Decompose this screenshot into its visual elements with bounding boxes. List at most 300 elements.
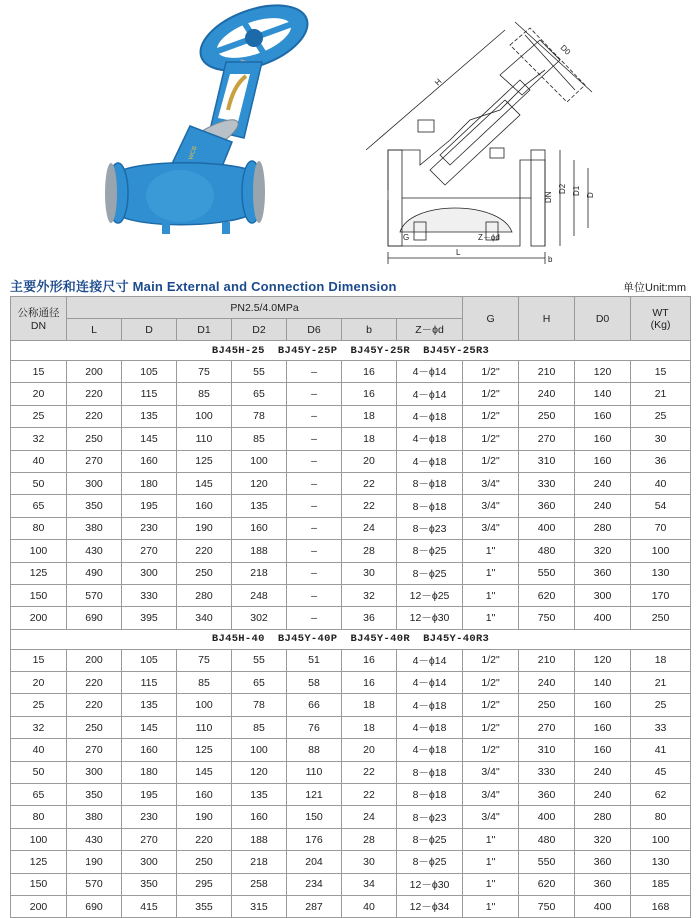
table-cell: 75 xyxy=(177,649,232,671)
dim-label-d0: D0 xyxy=(558,43,573,57)
table-cell: 360 xyxy=(519,784,575,806)
table-cell: 3/4" xyxy=(463,495,519,517)
table-cell: 4－ϕ18 xyxy=(397,716,463,738)
table-row xyxy=(11,405,691,427)
table-cell: 200 xyxy=(11,895,67,917)
table-cell: 160 xyxy=(122,450,177,472)
table-cell: 570 xyxy=(67,873,122,895)
model-section-row xyxy=(11,341,691,361)
table-cell: 115 xyxy=(122,383,177,405)
table-cell: 62 xyxy=(631,784,691,806)
table-cell: 1/2" xyxy=(463,649,519,671)
table-cell: 1/2" xyxy=(463,428,519,450)
dim-label-d: D xyxy=(586,192,595,198)
table-cell: – xyxy=(287,517,342,539)
table-cell: 12－ϕ30 xyxy=(397,873,463,895)
dim-label-g: G xyxy=(403,233,410,242)
table-row xyxy=(11,607,691,629)
table-cell: 185 xyxy=(631,873,691,895)
table-cell: 65 xyxy=(232,672,287,694)
table-cell: 195 xyxy=(122,784,177,806)
table-cell: 12－ϕ30 xyxy=(397,607,463,629)
table-cell: 145 xyxy=(177,472,232,494)
table-cell: 120 xyxy=(232,761,287,783)
table-cell: 240 xyxy=(575,472,631,494)
table-cell: 160 xyxy=(232,806,287,828)
table-cell: 78 xyxy=(232,405,287,427)
table-cell: 120 xyxy=(575,361,631,383)
table-cell: 100 xyxy=(177,694,232,716)
table-cell: 4－ϕ14 xyxy=(397,672,463,694)
table-cell: 320 xyxy=(575,828,631,850)
table-cell: 24 xyxy=(342,517,397,539)
table-cell: 12－ϕ25 xyxy=(397,584,463,606)
table-cell: – xyxy=(287,428,342,450)
table-cell: 115 xyxy=(122,672,177,694)
table-cell: 220 xyxy=(67,405,122,427)
table-cell: 210 xyxy=(519,649,575,671)
table-cell: 20 xyxy=(11,672,67,694)
table-cell: 20 xyxy=(342,739,397,761)
table-cell: 45 xyxy=(631,761,691,783)
table-cell: 750 xyxy=(519,895,575,917)
table-cell: 280 xyxy=(177,584,232,606)
table-cell: 150 xyxy=(11,584,67,606)
table-cell: 1" xyxy=(463,562,519,584)
table-cell: 30 xyxy=(342,851,397,873)
header-d: D xyxy=(122,319,177,341)
table-cell: 135 xyxy=(232,495,287,517)
table-cell: – xyxy=(287,405,342,427)
model-names: BJ45H-40 BJ45Y-40P BJ45Y-40R BJ45Y-40R3 xyxy=(11,629,691,649)
table-cell: 280 xyxy=(575,517,631,539)
table-cell: 145 xyxy=(177,761,232,783)
table-cell: 32 xyxy=(11,716,67,738)
table-cell: 70 xyxy=(631,517,691,539)
header-g: G xyxy=(463,297,519,341)
table-cell: 121 xyxy=(287,784,342,806)
table-cell: 350 xyxy=(67,495,122,517)
table-cell: 1" xyxy=(463,851,519,873)
table-cell: 250 xyxy=(631,607,691,629)
table-cell: 480 xyxy=(519,540,575,562)
table-cell: – xyxy=(287,361,342,383)
table-cell: 287 xyxy=(287,895,342,917)
table-cell: 250 xyxy=(67,716,122,738)
table-cell: 8－ϕ25 xyxy=(397,562,463,584)
table-cell: – xyxy=(287,472,342,494)
table-cell: 33 xyxy=(631,716,691,738)
table-cell: 160 xyxy=(177,784,232,806)
header-d1: D1 xyxy=(177,319,232,341)
table-cell: 360 xyxy=(519,495,575,517)
table-cell: – xyxy=(287,562,342,584)
table-cell: 85 xyxy=(177,383,232,405)
table-cell: 54 xyxy=(631,495,691,517)
table-cell: 4－ϕ18 xyxy=(397,428,463,450)
table-cell: 270 xyxy=(519,428,575,450)
table-cell: 160 xyxy=(575,405,631,427)
table-cell: 100 xyxy=(11,540,67,562)
table-cell: 190 xyxy=(67,851,122,873)
table-cell: 78 xyxy=(232,694,287,716)
table-cell: 8－ϕ18 xyxy=(397,761,463,783)
header-d0: D0 xyxy=(575,297,631,341)
table-cell: 36 xyxy=(631,450,691,472)
table-cell: 415 xyxy=(122,895,177,917)
table-cell: 3/4" xyxy=(463,761,519,783)
header-h: H xyxy=(519,297,575,341)
table-cell: 21 xyxy=(631,383,691,405)
table-cell: 8－ϕ18 xyxy=(397,472,463,494)
table-cell: 1" xyxy=(463,828,519,850)
table-cell: 34 xyxy=(342,873,397,895)
dimension-table xyxy=(10,296,691,918)
table-cell: 88 xyxy=(287,739,342,761)
table-cell: – xyxy=(287,584,342,606)
table-cell: 110 xyxy=(177,428,232,450)
table-row xyxy=(11,851,691,873)
table-cell: 100 xyxy=(11,828,67,850)
table-cell: 180 xyxy=(122,761,177,783)
table-cell: 270 xyxy=(122,828,177,850)
table-cell: 120 xyxy=(575,649,631,671)
header-dn: 公称通径 DN xyxy=(11,297,67,341)
table-cell: 160 xyxy=(232,517,287,539)
table-cell: 8－ϕ25 xyxy=(397,540,463,562)
table-cell: – xyxy=(287,607,342,629)
table-cell: 170 xyxy=(631,584,691,606)
table-cell: 300 xyxy=(67,472,122,494)
table-cell: 270 xyxy=(67,739,122,761)
table-cell: – xyxy=(287,495,342,517)
table-cell: 280 xyxy=(575,806,631,828)
table-cell: 230 xyxy=(122,806,177,828)
table-cell: 315 xyxy=(232,895,287,917)
table-cell: 16 xyxy=(342,361,397,383)
table-cell: 400 xyxy=(575,607,631,629)
table-cell: 8－ϕ23 xyxy=(397,517,463,539)
table-cell: 32 xyxy=(11,428,67,450)
table-cell: 50 xyxy=(11,761,67,783)
table-cell: 150 xyxy=(287,806,342,828)
valve-photo xyxy=(105,0,316,234)
table-cell: – xyxy=(287,383,342,405)
table-row xyxy=(11,672,691,694)
table-cell: 8－ϕ25 xyxy=(397,828,463,850)
table-cell: 690 xyxy=(67,895,122,917)
table-cell: 55 xyxy=(232,361,287,383)
table-cell: 125 xyxy=(11,851,67,873)
table-cell: 65 xyxy=(232,383,287,405)
table-cell: 1/2" xyxy=(463,739,519,761)
table-cell: 51 xyxy=(287,649,342,671)
table-cell: 340 xyxy=(177,607,232,629)
table-cell: 18 xyxy=(342,428,397,450)
header-pressure-group: PN2.5/4.0MPa xyxy=(67,297,463,319)
table-cell: 8－ϕ23 xyxy=(397,806,463,828)
table-cell: 16 xyxy=(342,383,397,405)
table-cell: 3/4" xyxy=(463,517,519,539)
table-cell: 302 xyxy=(232,607,287,629)
table-cell: 125 xyxy=(177,739,232,761)
model-section-row xyxy=(11,629,691,649)
table-cell: 55 xyxy=(232,649,287,671)
table-cell: 76 xyxy=(287,716,342,738)
table-cell: 36 xyxy=(342,607,397,629)
table-cell: 550 xyxy=(519,562,575,584)
table-cell: 330 xyxy=(122,584,177,606)
table-cell: – xyxy=(287,450,342,472)
table-cell: 200 xyxy=(11,607,67,629)
table-cell: 300 xyxy=(575,584,631,606)
table-cell: 300 xyxy=(122,851,177,873)
table-cell: 3/4" xyxy=(463,806,519,828)
table-cell: 620 xyxy=(519,584,575,606)
table-cell: 25 xyxy=(631,694,691,716)
table-cell: 15 xyxy=(11,361,67,383)
dim-label-l: L xyxy=(456,248,461,257)
table-cell: 360 xyxy=(575,851,631,873)
table-cell: 620 xyxy=(519,873,575,895)
table-row xyxy=(11,806,691,828)
table-cell: 320 xyxy=(575,540,631,562)
table-body xyxy=(11,341,691,918)
table-cell: 258 xyxy=(232,873,287,895)
table-cell: 145 xyxy=(122,716,177,738)
table-cell: 100 xyxy=(631,828,691,850)
table-cell: 32 xyxy=(342,584,397,606)
table-cell: 240 xyxy=(575,495,631,517)
dim-label-zd: Z－ϕd xyxy=(478,233,500,242)
dim-label-h: H xyxy=(433,76,444,88)
table-cell: 135 xyxy=(122,405,177,427)
table-cell: 150 xyxy=(11,873,67,895)
table-cell: 1" xyxy=(463,873,519,895)
table-row xyxy=(11,361,691,383)
table-cell: 160 xyxy=(575,694,631,716)
table-cell: 300 xyxy=(122,562,177,584)
table-cell: 40 xyxy=(342,895,397,917)
table-cell: 15 xyxy=(11,649,67,671)
table-cell: 4－ϕ14 xyxy=(397,383,463,405)
dim-label-d1: D1 xyxy=(572,185,581,196)
table-cell: 80 xyxy=(11,806,67,828)
table-row xyxy=(11,584,691,606)
table-cell: 295 xyxy=(177,873,232,895)
table-row xyxy=(11,383,691,405)
technical-drawing xyxy=(366,22,592,264)
table-cell: 430 xyxy=(67,540,122,562)
table-cell: 130 xyxy=(631,562,691,584)
table-cell: 160 xyxy=(122,739,177,761)
title-bar xyxy=(10,274,690,296)
table-cell: 218 xyxy=(232,851,287,873)
table-cell: 4－ϕ18 xyxy=(397,450,463,472)
table-cell: 490 xyxy=(67,562,122,584)
table-row xyxy=(11,472,691,494)
table-cell: 240 xyxy=(575,784,631,806)
table-cell: 75 xyxy=(177,361,232,383)
table-cell: 22 xyxy=(342,495,397,517)
table-cell: 250 xyxy=(177,562,232,584)
table-cell: 25 xyxy=(631,405,691,427)
table-cell: 18 xyxy=(342,405,397,427)
table-cell: 18 xyxy=(342,694,397,716)
table-cell: 400 xyxy=(575,895,631,917)
table-cell: 270 xyxy=(67,450,122,472)
table-cell: 250 xyxy=(177,851,232,873)
table-cell: 380 xyxy=(67,806,122,828)
table-cell: 310 xyxy=(519,739,575,761)
header-d6: D6 xyxy=(287,319,342,341)
table-cell: 330 xyxy=(519,472,575,494)
table-cell: 195 xyxy=(122,495,177,517)
table-cell: 50 xyxy=(11,472,67,494)
table-cell: 20 xyxy=(11,383,67,405)
table-cell: 135 xyxy=(232,784,287,806)
table-cell: 160 xyxy=(575,739,631,761)
table-cell: 85 xyxy=(232,428,287,450)
table-row xyxy=(11,761,691,783)
table-cell: 330 xyxy=(519,761,575,783)
table-cell: 1/2" xyxy=(463,405,519,427)
table-cell: 218 xyxy=(232,562,287,584)
table-cell: 16 xyxy=(342,672,397,694)
table-cell: 300 xyxy=(67,761,122,783)
table-cell: 100 xyxy=(232,450,287,472)
table-cell: 21 xyxy=(631,672,691,694)
table-cell: 65 xyxy=(11,495,67,517)
table-cell: 180 xyxy=(122,472,177,494)
table-row xyxy=(11,495,691,517)
table-cell: 8－ϕ18 xyxy=(397,495,463,517)
model-names: BJ45H-25 BJ45Y-25P BJ45Y-25R BJ45Y-25R3 xyxy=(11,341,691,361)
table-cell: 250 xyxy=(519,405,575,427)
table-cell: 4－ϕ18 xyxy=(397,405,463,427)
dim-label-b: b xyxy=(548,255,553,264)
table-cell: 25 xyxy=(11,405,67,427)
table-cell: 40 xyxy=(11,739,67,761)
table-cell: 125 xyxy=(11,562,67,584)
table-cell: 1/2" xyxy=(463,694,519,716)
table-cell: 430 xyxy=(67,828,122,850)
table-cell: 240 xyxy=(519,383,575,405)
table-cell: 140 xyxy=(575,383,631,405)
table-cell: 130 xyxy=(631,851,691,873)
table-row xyxy=(11,828,691,850)
table-cell: 85 xyxy=(232,716,287,738)
table-row xyxy=(11,716,691,738)
table-row xyxy=(11,784,691,806)
figures-area xyxy=(0,0,700,268)
table-cell: 80 xyxy=(11,517,67,539)
table-cell: 570 xyxy=(67,584,122,606)
table-cell: 380 xyxy=(67,517,122,539)
table-cell: 230 xyxy=(122,517,177,539)
table-cell: 1" xyxy=(463,584,519,606)
table-cell: 8－ϕ18 xyxy=(397,784,463,806)
table-cell: 100 xyxy=(631,540,691,562)
table-cell: 105 xyxy=(122,649,177,671)
table-cell: 120 xyxy=(232,472,287,494)
table-cell: 100 xyxy=(177,405,232,427)
table-cell: 234 xyxy=(287,873,342,895)
table-cell: 200 xyxy=(67,361,122,383)
table-row xyxy=(11,649,691,671)
table-cell: 355 xyxy=(177,895,232,917)
table-cell: 190 xyxy=(177,806,232,828)
table-cell: 350 xyxy=(122,873,177,895)
table-cell: 4－ϕ14 xyxy=(397,649,463,671)
header-z-phi-d: Z－ϕd xyxy=(397,319,463,341)
table-row xyxy=(11,450,691,472)
table-cell: 160 xyxy=(575,428,631,450)
table-cell: 250 xyxy=(67,428,122,450)
table-cell: 25 xyxy=(11,694,67,716)
table-cell: 210 xyxy=(519,361,575,383)
table-cell: 188 xyxy=(232,828,287,850)
table-cell: 400 xyxy=(519,806,575,828)
header-wt: WT (Kg) xyxy=(631,297,691,341)
header-l: L xyxy=(67,319,122,341)
table-cell: 12－ϕ34 xyxy=(397,895,463,917)
header-b: b xyxy=(342,319,397,341)
table-cell: 204 xyxy=(287,851,342,873)
table-cell: 85 xyxy=(177,672,232,694)
table-cell: 168 xyxy=(631,895,691,917)
dim-label-dn: DN xyxy=(544,191,553,203)
table-row xyxy=(11,540,691,562)
table-cell: 220 xyxy=(67,672,122,694)
page-title: 主要外形和连接尺寸 Main External and Connection Dimension xyxy=(10,279,397,294)
table-cell: 1" xyxy=(463,895,519,917)
table-cell: 160 xyxy=(575,450,631,472)
table-cell: 1/2" xyxy=(463,716,519,738)
table-cell: 22 xyxy=(342,472,397,494)
table-cell: 270 xyxy=(519,716,575,738)
table-cell: 480 xyxy=(519,828,575,850)
table-cell: 750 xyxy=(519,607,575,629)
table-cell: 270 xyxy=(122,540,177,562)
table-cell: 550 xyxy=(519,851,575,873)
table-cell: 58 xyxy=(287,672,342,694)
table-cell: 125 xyxy=(177,450,232,472)
table-cell: 1/2" xyxy=(463,361,519,383)
table-cell: 220 xyxy=(67,383,122,405)
svg-text:WCB: WCB xyxy=(188,145,199,161)
table-cell: 360 xyxy=(575,562,631,584)
table-cell: 3/4" xyxy=(463,472,519,494)
table-cell: 145 xyxy=(122,428,177,450)
table-cell: 110 xyxy=(287,761,342,783)
table-row xyxy=(11,562,691,584)
table-cell: 310 xyxy=(519,450,575,472)
table-cell: 176 xyxy=(287,828,342,850)
table-row xyxy=(11,694,691,716)
table-cell: 135 xyxy=(122,694,177,716)
table-cell: 400 xyxy=(519,517,575,539)
table-cell: 1/2" xyxy=(463,450,519,472)
table-cell: 248 xyxy=(232,584,287,606)
table-row xyxy=(11,428,691,450)
table-cell: 40 xyxy=(631,472,691,494)
table-cell: 1" xyxy=(463,540,519,562)
table-cell: 24 xyxy=(342,806,397,828)
table-cell: 15 xyxy=(631,361,691,383)
table-cell: 350 xyxy=(67,784,122,806)
table-cell: 1/2" xyxy=(463,383,519,405)
